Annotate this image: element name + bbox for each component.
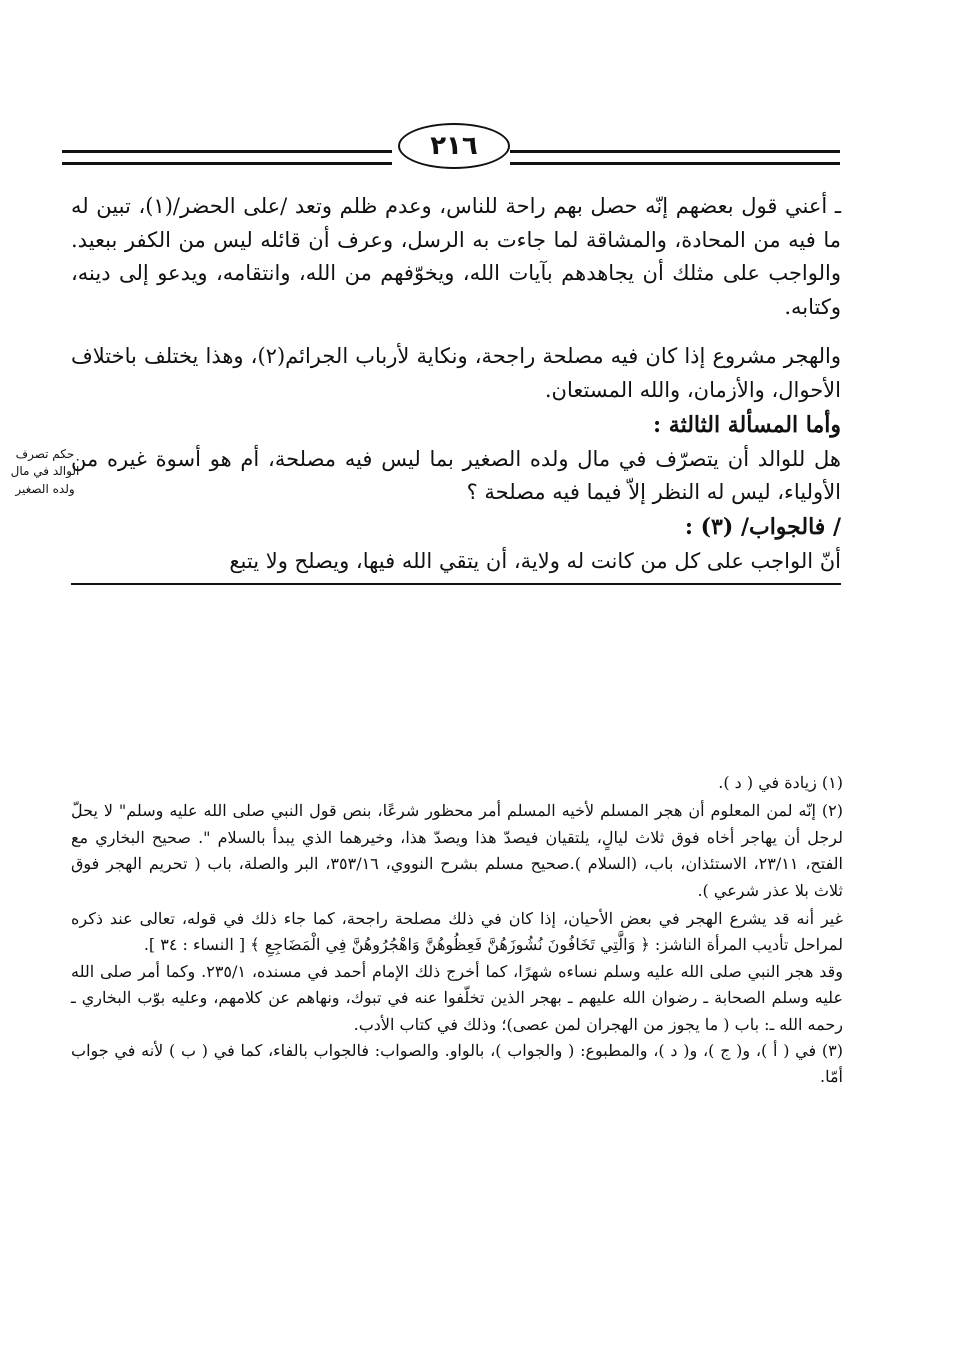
paragraph-3: هل للوالد أن يتصرّف في مال ولده الصغير بما ليس فيه مصلحة، أم هو أسوة غيره من الأولياء، ليس له النظر إلاّ فيما فيه مصلحة ؟	[71, 446, 841, 505]
footnotes	[71, 770, 843, 1093]
main-text	[71, 190, 841, 585]
section-heading: وأما المسألة الثالثة :	[653, 411, 841, 438]
header-rule-left	[62, 150, 392, 165]
paragraph-1: ـ أعني قول بعضهم إنّه حصل بهم راحة للناس، وعدم ظلم وتعد /على الحضر/(١)، تبين له ما فيه من المحادة، والمشاقة لما جاءت به الرسل، وعرف أن قائله ليس من الكفر ببعيد. والواجب على مثلك أن يجاهدهم بآيات الله، ويخوّفهم من الله، وانتقامه، ويدعو إلى دينه، وكتابه.	[71, 194, 841, 319]
paragraph-4: أنّ الواجب على كل من كانت له ولاية، أن يتقي الله فيها، ويصلح ولا يتبع	[71, 545, 841, 585]
paragraph-2: والهجر مشروع إذا كان فيه مصلحة راجحة، ونكاية لأرباب الجرائم(٢)، وهذا يختلف باختلاف الأحوال، والأزمان، والله المستعان.	[71, 344, 842, 402]
header-rule-right	[510, 150, 840, 165]
page-number: ٢١٦	[398, 123, 510, 169]
footnote-2: (٢) إنّه لمن المعلوم أن هجر المسلم لأخيه المسلم أمر محظور شرعًا، بنص قول النبي صلى الله عليه وسلم" لا يحلّ لرجل أن يهاجر أخاه فوق ثلاث ليالٍ، يلتقيان فيصدّ هذا ويصدّ هذا، وخيرهما الذي يبدأ بالسلام ". صحيح البخاري مع الفتح، ٢٣/١١، الاستئذان، باب، (السلام ).صحيح مسلم بشرح النووي، ٣٥٣/١٦، البر والصلة، باب ( تحريم الهجر فوق ثلاث بلا عذر شرعي ).	[71, 801, 843, 900]
footnote-1: (١) زيادة في ( د ).	[718, 773, 843, 792]
footnote-3: (٣) في ( أ )، و( ج )، و( د )، والمطبوع: ( والجواب )، بالواو. والصواب: فالجواب بالفاء، كما في ( ب ) لأنه في جواب أمّا.	[71, 1040, 843, 1087]
footnote-2-continued-2: وقد هجر النبي صلى الله عليه وسلم نساءه شهرًا، كما أخرج ذلك الإمام أحمد في مسنده، ٢٣٥/١. وكما أمر صلى الله عليه وسلم الصحابة ـ رضوان الله عليهم ـ بهجر الذين تخلّفوا عنه في تبوك، ونهاهم عن كلامهم، وعليه بوّب البخاري ـ رحمه الله ـ: باب ( ما يجوز من الهجران لمن عصى)؛ وذلك في كتاب الأدب.	[71, 961, 844, 1034]
footnote-2-continued: غير أنه قد يشرع الهجر في بعض الأحيان، إذا كان في ذلك مصلحة راجحة، كما جاء ذلك في قوله، تعالى عند ذكره لمراحل تأديب المرأة الناشز: ﴿ وَالَّتِي تَخَافُونَ نُشُوزَهُنَّ فَعِظُوهُنَّ وَاهْجُرُوهُنَّ فِي الْمَضَاجِعِ ﴾ [ النساء : ٣٤ ].	[71, 908, 843, 955]
answer-heading: / فالجواب/ (٣) :	[684, 513, 841, 540]
margin-note: حكم تصرف الوالد في مال ولده الصغير	[10, 447, 80, 496]
